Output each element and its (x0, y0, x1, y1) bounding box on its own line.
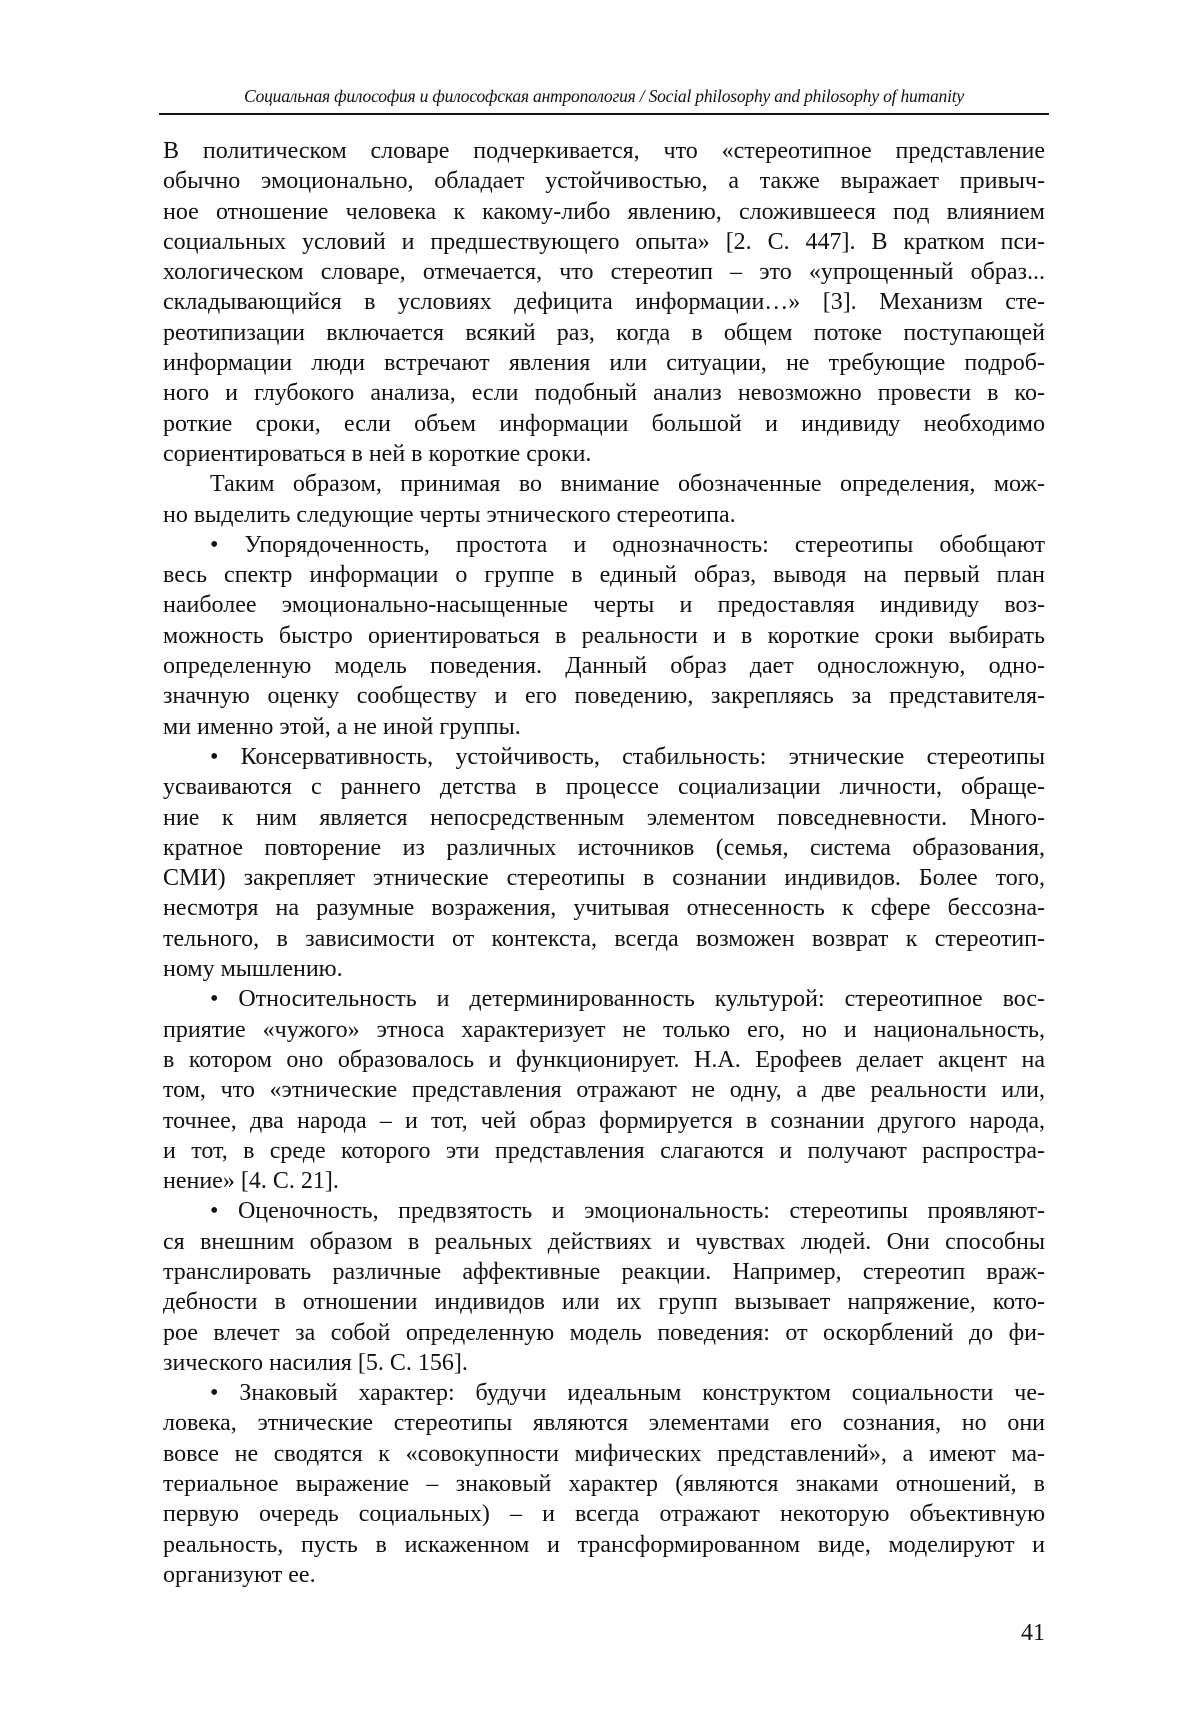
text-line: ное отношение человека к какому-либо явлению, сложившееся под влиянием (163, 198, 1045, 225)
text-line: приятие «чужого» этноса характеризует не только его, но и национальность, (163, 1016, 1045, 1043)
text-line: В политическом словаре подчеркивается, что «стереотипное представление (163, 138, 1045, 164)
text-line: ловека, этнические стереотипы являются элементами его сознания, но они (163, 1410, 1045, 1437)
text-line: социальных условий и предшествующего опыта» [2. С. 447]. В кратком пси- (163, 228, 1045, 255)
paragraph (163, 530, 1045, 742)
text-line: можность быстро ориентироваться в реальности и в короткие сроки выбирать (163, 622, 1045, 649)
text-line: • Оценочность, предвзятость и эмоциональность: стереотипы проявляют- (210, 1198, 1045, 1225)
text-line: несмотря на разумные возражения, учитывая отнесенность к сфере бессозна- (163, 895, 1045, 922)
text-line: тельного, в зависимости от контекста, всегда возможен возврат к стереотип- (163, 925, 1045, 952)
text-line: обычно эмоционально, обладает устойчивостью, а также выражает привыч- (163, 168, 1045, 195)
text-line: ся внешним образом в реальных действиях и чувствах людей. Они способны (163, 1228, 1045, 1255)
text-line: Таким образом, принимая во внимание обозначенные определения, мож- (210, 471, 1045, 498)
text-line: СМИ) закрепляет этнические стереотипы в сознании индивидов. Более того, (163, 865, 1045, 892)
paragraph (163, 1378, 1045, 1590)
text-line: точнее, два народа – и тот, чей образ формируется в сознании другого народа, (163, 1107, 1045, 1134)
text-line: сориентироваться в ней в короткие сроки. (163, 440, 592, 467)
text-line: вовсе не сводятся к «совокупности мифических представлений», а имеют ма- (163, 1440, 1045, 1467)
body-text (163, 136, 1045, 1590)
text-line: • Упорядоченность, простота и однозначность: стереотипы обобщают (210, 531, 1045, 558)
text-line: информации люди встречают явления или ситуации, не требующие подроб- (163, 350, 1045, 377)
text-line: транслировать различные аффективные реакции. Например, стереотип враж- (163, 1258, 1045, 1285)
text-line: хологическом словаре, отмечается, что стереотип – это «упрощенный образ... (163, 259, 1045, 286)
text-line: складывающийся в условиях дефицита информации…» [3]. Механизм сте- (163, 289, 1045, 316)
text-line: нение» [4. С. 21]. (163, 1168, 339, 1195)
text-line: и тот, в среде которого эти представления слагаются и получают распростра- (163, 1137, 1045, 1164)
page-number: 41 (1021, 1620, 1045, 1646)
text-line: ного и глубокого анализа, если подобный анализ невозможно провести в ко- (163, 380, 1045, 407)
text-line: реальность, пусть в искаженном и трансформированном виде, моделируют и (163, 1531, 1045, 1558)
text-line: териальное выражение – знаковый характер (являются знаками отношений, в (163, 1471, 1045, 1498)
text-line: том, что «этнические представления отражают не одну, а две реальности или, (163, 1077, 1045, 1104)
running-title: Социальная философия и философская антропология / Social philosophy and philosophy of humanity (243, 86, 964, 106)
text-line: в котором оно образовалось и функционирует. Н.А. Ерофеев делает акцент на (163, 1046, 1045, 1073)
text-line: первую очередь социальных) – и всегда отражают некоторую объективную (163, 1501, 1045, 1528)
text-line: весь спектр информации о группе в единый образ, выводя на первый план (163, 562, 1045, 589)
text-line: организуют ее. (163, 1561, 316, 1588)
text-line: значную оценку сообществу и его поведению, закрепляясь за представителя- (163, 683, 1045, 710)
paragraph (163, 742, 1045, 984)
text-line: усваиваются с раннего детства в процессе социализации личности, обраще- (163, 774, 1045, 801)
text-line: • Консервативность, устойчивость, стабильность: этнические стереотипы (210, 743, 1045, 770)
text-line: дебности в отношении индивидов или их групп вызывает напряжение, кото- (163, 1289, 1045, 1316)
text-line: наиболее эмоционально-насыщенные черты и предоставляя индивиду воз- (163, 592, 1045, 619)
text-line: но выделить следующие черты этнического стереотипа. (163, 501, 736, 528)
text-line: ми именно этой, а не иной группы. (163, 713, 521, 740)
text-line: определенную модель поведения. Данный образ дает односложную, одно- (163, 653, 1045, 680)
paragraph (163, 1196, 1045, 1378)
text-line: • Относительность и детерминированность культурой: стереотипное вос- (210, 986, 1045, 1013)
text-line: ние к ним является непосредственным элементом повседневности. Много- (163, 804, 1045, 831)
paragraph (163, 984, 1045, 1196)
text-line: • Знаковый характер: будучи идеальным конструктом социальности че- (210, 1380, 1045, 1407)
text-line: рое влечет за собой определенную модель поведения: от оскорблений до фи- (163, 1319, 1045, 1346)
text-line: зического насилия [5. С. 156]. (163, 1349, 468, 1376)
header-rule (159, 113, 1049, 115)
paragraph (163, 136, 1045, 469)
text-line: кратное повторение из различных источников (семья, система образования, (163, 834, 1045, 861)
paragraph (163, 469, 1045, 530)
text-line: реотипизации включается всякий раз, когда в общем потоке поступающей (163, 319, 1045, 346)
text-line: роткие сроки, если объем информации большой и индивиду необходимо (163, 410, 1045, 437)
text-line: ному мышлению. (163, 956, 343, 983)
